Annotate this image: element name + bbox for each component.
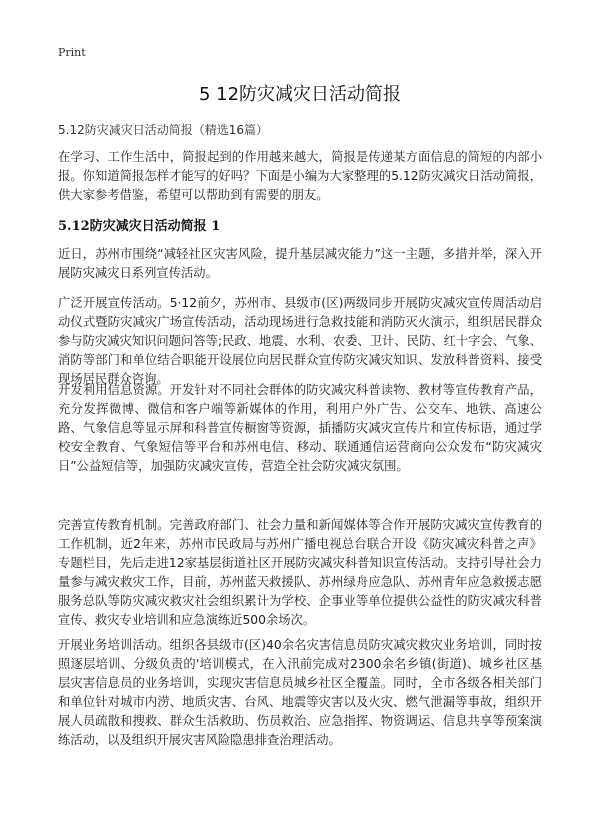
page-title: 5 12防灾减灾日活动简报 — [198, 84, 402, 105]
intro-paragraph: 在学习、工作生活中，简报起到的作用越来越大，简报是传递某方面信息的简短的内部小报。你知道简报怎样才能写的好吗？下面是小编为大家整理的5.12防灾减灾日活动简报，供大家参考借鉴，希望可以帮助到有需要的朋友。 — [58, 150, 542, 202]
print-label[interactable]: Print — [58, 46, 86, 59]
body-paragraph-3: 开发利用信息资源。开发针对不同社会群体的防灾减灾科普读物、教材等宣传教育产品，充分发挥微博、微信和客户端等新媒体的作用，利用户外广告、公交车、地铁、高速公路、气象信息等显示屏和科普宣传橱窗等资源，插播防灾减灾宣传片和宣传标语，通过学校安全教育、气象短信等平台和苏州电信、移动、联通通信运营商向公众发布“防灾减灾日”公益短信等，加强防灾减灾宣传，营造全社会防灾减灾氛围。 — [58, 383, 542, 473]
body-paragraph-1: 近日，苏州市围绕“减轻社区灾害风险，提升基层减灾能力”这一主题，多措并举，深入开展防灾减灾日系列宣传活动。 — [58, 247, 542, 280]
document-subtitle: 5.12防灾减灾日活动简报（精选16篇） — [58, 123, 268, 137]
section-heading: 5.12防灾减灾日活动简报 1 — [58, 219, 221, 234]
body-paragraph-4: 完善宣传教育机制。完善政府部门、社会力量和新闻媒体等合作开展防灾减灾宣传教育的工作机制，近2年来，苏州市民政局与苏州广播电视总台联合开设《防灾减灾科普之声》专题栏目，先后走进12家基层街道社区开展防灾减灾科普知识宣传活动。支持引导社会力量参与减灾救灾工作，目前，苏州蓝天救援队、苏州绿舟应急队、苏州青年应急救援志愿服务总队等防灾减灾救灾社会组织累计为学校、企事业等单位提供公益性的防灾减灾科普宣传、救灾专业培训和应急演练近500余场次。 — [58, 518, 542, 627]
body-paragraph-2: 广泛开展宣传活动。5·12前夕，苏州市、县级市(区)两级同步开展防灾减灾宣传周活动启动仪式暨防灾减灾广场宣传活动，活动现场进行急救技能和消防灭火演示，组织居民群众参与防灾减灾知识问题问答等;民政、地震、水利、农委、卫计、民防、红十字会、气象、消防等部门和单位结合职能开设展位向居民群众宣传防灾减灾知识、发放科普资料、接受现场居民群众咨询。 — [58, 296, 542, 386]
body-paragraph-5: 开展业务培训活动。组织各县级市(区)40余名灾害信息员防灾减灾救灾业务培训，同时按照逐层培训、分级负责的'培训模式，在入汛前完成对2300余名乡镇(街道)、城乡社区基层灾害信息员的业务培训，实现灾害信息员城乡社区全覆盖。同时，全市各级各相关部门和单位针对城市内涝、地质灾害、台风、地震等灾害以及火灾、燃气泄漏等事故，组织开展人员疏散和搜救、群众生活救助、伤员救治、应急指挥、物资调运、信息共享等预案演练活动，以及组织开展灾害风险隐患排查治理活动。 — [58, 638, 542, 747]
